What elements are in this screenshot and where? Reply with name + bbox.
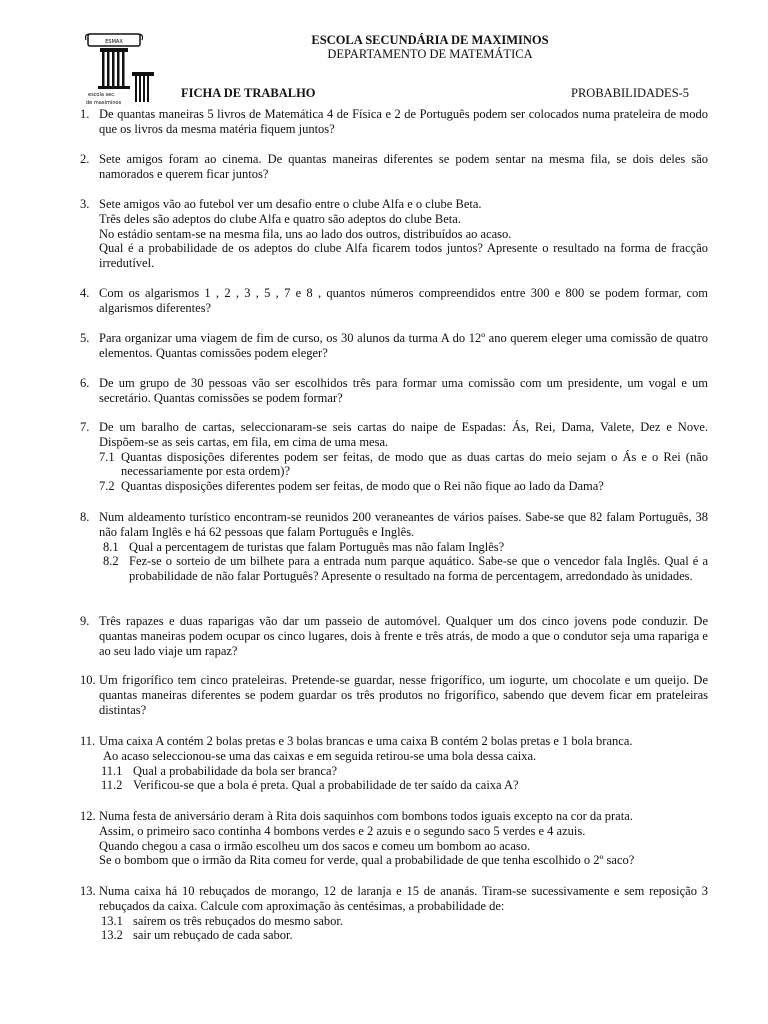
question-11: 11. Uma caixa A contém 2 bolas pretas e 3 bolas brancas e uma caixa B contém 2 bolas pretas e 1 bola branca. Ao acaso seleccionou-se uma das caixas e em seguida retirou-se uma bola dessa caixa. 11.1 Qual a probabilidade da bola ser branca? 11.2 Verificou-se que a bola é preta. Qual a probabilidade de ter saído da caixa A? xyxy=(80,734,708,793)
question-6: 6. De um grupo de 30 pessoas vão ser escolhidos três para formar uma comissão com um presidente, um vogal e um secretário. Quantas comissões se podem formar? xyxy=(80,376,708,405)
question-7-2: 7.2 Quantas disposições diferentes podem ser feitas, de modo que o Rei não fique ao lado da Dama? xyxy=(99,479,604,494)
question-3: 3. Sete amigos vão ao futebol ver um desafio entre o clube Alfa e o clube Beta. Três deles são adeptos do clube Alfa e quatro são adeptos do clube Beta. No estádio sentam-se na mesma fila, uns ao lado dos outros, distribuídos ao acaso. Qual é a probabilidade de os adeptos do clube Alfa ficarem todos juntos? Apresente o resultado na forma de fracção irredutível. xyxy=(80,197,708,271)
question-13-2: 13.2 sair um rebuçado de cada sabor. xyxy=(101,928,293,943)
question-7: 7. De um baralho de cartas, seleccionaram-se seis cartas do naipe de Espadas: Ás, Rei, Dama, Valete, Dez e Nove. Dispõem-se as seis cartas, em fila, em cima de uma mesa. 7.1 Quantas disposições diferentes podem ser feitas, de modo que as duas cartas do meio sejam o Ás e o Rei (não necessariamente por esta ordem)? 7.2 Quantas disposições diferentes podem ser feitas, de modo que o Rei não fique ao lado da Dama? xyxy=(80,420,708,494)
question-13-1: 13.1 saírem os três rebuçados do mesmo sabor. xyxy=(101,913,344,928)
school-logo-icon xyxy=(82,28,162,108)
department-name: DEPARTAMENTO DE MATEMÁTICA xyxy=(327,47,533,61)
question-10: 10. Um frigorífico tem cinco prateleiras. Pretende-se guardar, nesse frigorífico, um iogurte, um chocolate e um queijo. De quantas maneiras diferentes se podem guardar os três produtos no frigorífico, sabendo que devem ficar em prateleiras distintas? xyxy=(80,673,708,717)
question-1: 1. De quantas maneiras 5 livros de Matemática 4 de Física e 2 de Português podem ser colocados numa prateleira de modo que os livros da mesma matéria fiquem juntos? xyxy=(80,107,708,136)
worksheet-title: FICHA DE TRABALHO xyxy=(181,86,316,100)
question-8-2: 8.2 Fez-se o sorteio de um bilhete para a entrada num parque aquático. Sabe-se que o vencedor fala Inglês. Qual é a probabilidade de não falar Português? Apresente o resultado na forma de percentagem, arredondado às unidades. xyxy=(103,554,708,584)
question-8-1: 8.1 Qual a percentagem de turistas que falam Português mas não falam Inglês? xyxy=(103,539,505,554)
logo-text-2: de maximinos xyxy=(86,100,122,106)
school-name: ESCOLA SECUNDÁRIA DE MAXIMINOS xyxy=(311,33,549,47)
question-12: 12. Numa festa de aniversário deram à Rita dois saquinhos com bombons todos iguais excepto na cor da prata. Assim, o primeiro saco continha 4 bombons verdes e 2 azuis e o segundo saco 5 verdes e 4 azuis. Quando chegou a casa o irmão escolheu um dos sacos e comeu um bombom ao acaso. Se o bombom que o irmão da Rita comeu for verde, qual a probabilidade de que tenha escolhido o 2º saco? xyxy=(80,809,635,868)
question-7-1: 7.1 Quantas disposições diferentes podem ser feitas, de modo que as duas cartas do meio sejam o Ás e o Rei (não necessariamente por esta ordem)? xyxy=(99,449,708,479)
question-4: 4. Com os algarismos 1 , 2 , 3 , 5 , 7 e 8 , quantos números compreendidos entre 300 e 800 se podem formar, com algarismos diferentes? xyxy=(80,286,708,315)
question-8: 8. Num aldeamento turístico encontram-se reunidos 200 veraneantes de vários países. Sabe-se que 82 falam Português, 38 não falam Inglês e há 62 pessoas que falam Português e Inglês. 8.1 Qual a percentagem de turistas que falam Português mas não falam Inglês? 8.2 Fez-se o sorteio de um bilhete para a entrada num parque aquático. Sabe-se que o vencedor fala Inglês. Qual é a probabilidade de não falar Português? Apresente o resultado na forma de percentagem, arredondado às unidades. xyxy=(80,510,708,584)
logo-text-1: escola sec. xyxy=(88,92,116,98)
logo-top-text: ESMAX xyxy=(105,39,123,45)
question-11-1: 11.1 Qual a probabilidade da bola ser branca? xyxy=(101,763,338,778)
question-13: 13. Numa caixa há 10 rebuçados de morango, 12 de laranja e 15 de ananás. Tiram-se sucessivamente e sem reposição 3 rebuçados da caixa. Calcule com aproximação às centésimas, a probabilidade de: 13.1 saírem os três rebuçados do mesmo sabor. 13.2 sair um rebuçado de cada sabor. xyxy=(80,884,708,943)
school-header xyxy=(280,33,580,61)
question-9: 9. Três rapazes e duas raparigas vão dar um passeio de automóvel. Qualquer um dos cinco jovens pode conduzir. De quantas maneiras podem ocupar os cinco lugares, dois à frente e três atrás, de modo a que o condutor seja uma rapariga e ao seu lado viaje um rapaz? xyxy=(80,614,708,658)
topic-label: PROBABILIDADES-5 xyxy=(571,86,690,100)
question-11-2: 11.2 Verificou-se que a bola é preta. Qual a probabilidade de ter saído da caixa A? xyxy=(101,778,519,793)
question-2: 2. Sete amigos foram ao cinema. De quantas maneiras diferentes se podem sentar na mesma fila, se dois deles são namorados e querem ficar juntos? xyxy=(80,152,708,181)
question-5: 5. Para organizar uma viagem de fim de curso, os 30 alunos da turma A do 12º ano querem eleger uma comissão de quatro elementos. Quantas comissões podem eleger? xyxy=(80,331,708,360)
